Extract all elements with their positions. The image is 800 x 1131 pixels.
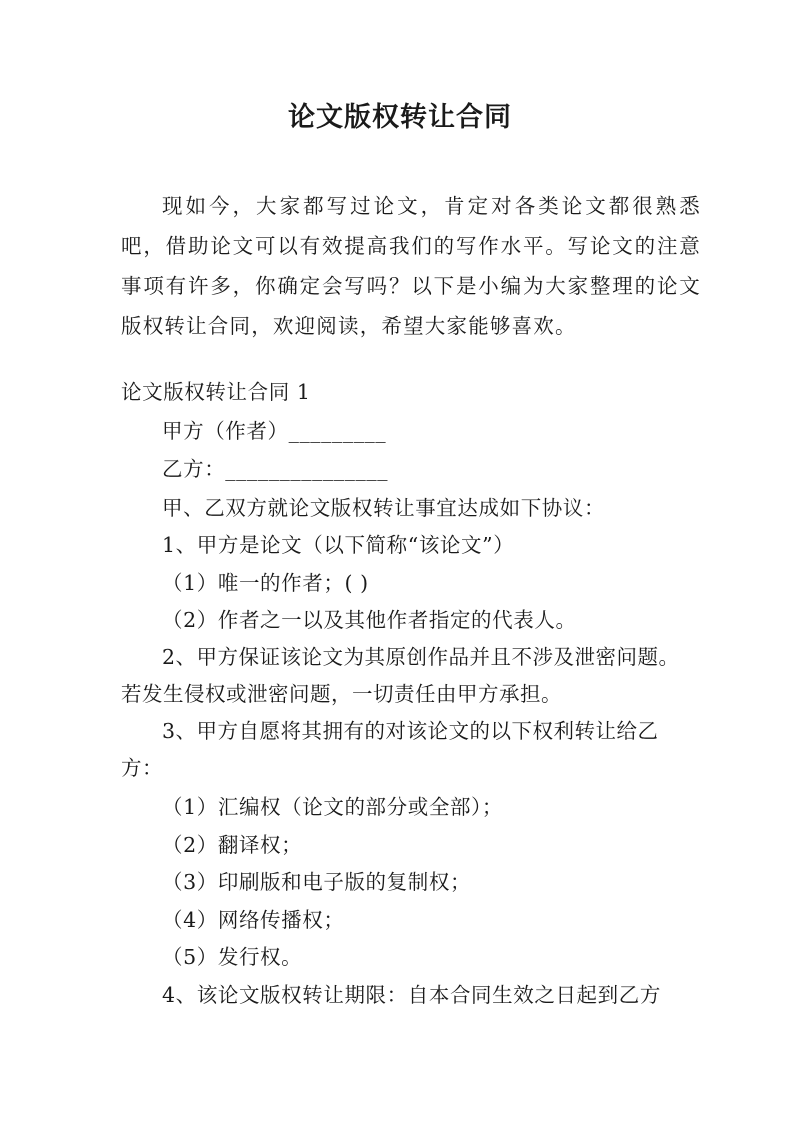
party-b-line: 乙方：_______________ — [162, 457, 389, 481]
clause-3-item-1: （1）汇编权（论文的部分或全部）； — [162, 795, 503, 819]
clause-1-item-2: （2）作者之一以及其他作者指定的代表人。 — [162, 608, 577, 632]
clause-3-item-4: （4）网络传播权； — [162, 908, 345, 932]
clause-3-item-3: （3）印刷版和电子版的复制权； — [162, 870, 472, 894]
clause-3-item-2: （2）翻译权； — [162, 833, 303, 857]
clause-1-item-1: （1）唯一的作者；( ) — [162, 571, 369, 595]
intro-paragraph: 现如今，大家都写过论文，肯定对各类论文都很熟悉吧，借助论文可以有效提高我们的写作水平。写论文的注意事项有许多，你确定会写吗？以下是小编为大家整理的论文版权转让合同，欢迎阅读，希望大家能够喜欢。 — [121, 194, 701, 338]
section-heading: 论文版权转让合同 1 — [121, 380, 311, 404]
clause-1: 1、甲方是论文（以下简称“该论文”） — [162, 533, 515, 557]
party-a-line: 甲方（作者）_________ — [162, 419, 387, 443]
document-title: 论文版权转让合同 — [288, 102, 512, 133]
clause-2: 2、甲方保证该论文为其原创作品并且不涉及泄密问题。若发生侵权或泄密问题，一切责任由甲方承担。 — [121, 645, 680, 706]
clause-4: 4、该论文版权转让期限：自本合同生效之日起到乙方 — [162, 983, 661, 1007]
clause-3: 3、甲方自愿将其拥有的对该论文的以下权利转让给乙方： — [121, 719, 659, 780]
agreement-line: 甲、乙双方就论文版权转让事宜达成如下协议： — [162, 496, 606, 520]
clause-3-item-5: （5）发行权。 — [162, 945, 303, 969]
